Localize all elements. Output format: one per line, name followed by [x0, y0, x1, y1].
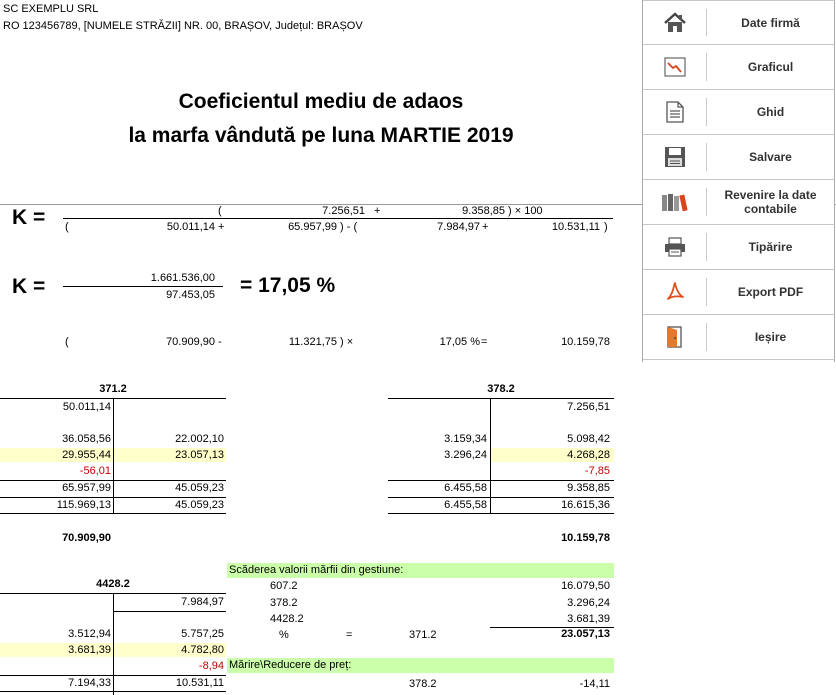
acc4428-credit-2: 5.757,25 — [181, 628, 224, 640]
acc378-debit-5: 6.455,58 — [444, 482, 487, 494]
scadere-value-2: 3.296,24 — [567, 597, 610, 609]
revenire-button[interactable] — [643, 180, 835, 225]
formula1-num-close: ) × 100 — [508, 205, 543, 217]
formula3-times: ) × — [340, 336, 354, 348]
formula1-den-close: ) — [604, 221, 608, 233]
acc4428-debit-5: 7.194,33 — [68, 677, 111, 689]
formula1-num-a: 7.256,51 — [322, 205, 365, 217]
acc378-header: 378.2 — [487, 383, 515, 395]
scadere-acc-1: 607.2 — [270, 580, 298, 592]
acc4428-bottom-line — [0, 691, 226, 692]
formula1-num-open: ( — [218, 205, 222, 217]
iesire-button[interactable] — [643, 315, 835, 360]
formula2-k: K = — [12, 275, 46, 298]
scadere-acc-total: 371.2 — [409, 629, 437, 641]
acc378-credit-5: 9.358,85 — [567, 482, 610, 494]
acc371-debit-5: 65.957,99 — [62, 482, 111, 494]
acc371-debit-1: 50.011,14 — [62, 401, 111, 413]
formula1-k: K = — [12, 206, 46, 229]
revenire-label: Revenire la date contabile — [724, 188, 817, 216]
formula3-result: 10.159,78 — [561, 336, 610, 348]
formula1-num-plus: + — [374, 205, 381, 217]
graficul-label: Graficul — [747, 60, 794, 74]
acc4428-credit-3: 4.782,80 — [181, 644, 224, 656]
formula2-result: = 17,05 % — [240, 274, 336, 297]
acc371-balance: 70.909,90 — [62, 532, 111, 544]
scadere-acc-3: 4428.2 — [270, 613, 304, 625]
document-icon — [643, 90, 706, 134]
company-name: SC EXEMPLU SRL — [3, 3, 99, 15]
scadere-value-3: 3.681,39 — [567, 613, 610, 625]
date-firma-label: Date firmă — [741, 15, 800, 30]
books-icon — [643, 180, 706, 224]
scadere-total: 23.057,13 — [561, 628, 610, 640]
pdf-icon — [643, 270, 706, 314]
acc378-total-line — [388, 497, 614, 498]
acc4428-credit-line — [113, 611, 226, 612]
formula3-eq: = — [481, 336, 488, 348]
page-subtitle: la marfa vândută pe luna MARTIE 2019 — [128, 124, 514, 147]
formula2-fraction-bar — [63, 286, 223, 287]
acc378-balance: 10.159,78 — [561, 532, 610, 544]
acc4428-debit-2: 3.512,94 — [68, 628, 111, 640]
formula1-den-plus1: + — [218, 221, 225, 233]
formula1-fraction-bar — [63, 218, 613, 219]
acc4428-header: 4428.2 — [96, 578, 130, 590]
formula3-a: 70.909,90 — [166, 336, 215, 348]
marire-value: -14,11 — [579, 678, 610, 690]
export-pdf-label: Export PDF — [737, 285, 804, 299]
acc378-top-line — [388, 398, 614, 399]
acc371-credit-5: 45.059,23 — [175, 482, 224, 494]
formula3-open: ( — [65, 336, 69, 348]
acc4428-sum-line — [0, 675, 226, 676]
acc371-debit-6: 115.969,13 — [56, 499, 111, 511]
formula2-numerator: 1.661.536,00 — [150, 272, 215, 284]
acc371-debit-4: -56,01 — [79, 465, 111, 477]
acc4428-credit-5: 10.531,11 — [175, 677, 224, 689]
formula1-den-mid: ) - ( — [340, 221, 358, 233]
salvare-button[interactable] — [643, 135, 835, 180]
tiparire-button[interactable] — [643, 225, 835, 270]
date-firma-button[interactable] — [643, 0, 835, 45]
marire-header: Mărire\Reducere de preț: — [229, 659, 352, 671]
tiparire-label: Tipărire — [748, 240, 793, 254]
acc371-header: 371.2 — [99, 383, 127, 395]
scadere-pct: % — [279, 629, 289, 641]
formula1-den-open: ( — [65, 221, 69, 233]
salvare-label: Salvare — [749, 150, 792, 164]
acc371-debit-2: 36.058,56 — [62, 433, 111, 445]
acc378-credit-1: 7.256,51 — [567, 401, 610, 413]
formula1-num-b: 9.358,85 — [462, 205, 505, 217]
acc378-credit-6: 16.615,36 — [561, 499, 610, 511]
printer-icon — [643, 225, 706, 269]
acc371-bottom-line — [0, 513, 226, 514]
formula3-pct: 17,05 % — [439, 336, 480, 348]
acc378-debit-6: 6.455,58 — [444, 499, 487, 511]
side-panel — [642, 0, 835, 362]
acc378-sum-line — [388, 480, 614, 481]
save-icon — [643, 135, 706, 179]
acc378-credit-4: -7,85 — [584, 465, 610, 477]
scadere-header: Scăderea valorii mărfii din gestiune: — [229, 564, 404, 576]
marire-acc: 378.2 — [409, 678, 437, 690]
home-icon — [643, 1, 706, 44]
company-address: RO 123456789, [NUMELE STRĂZII] NR. 00, BRAȘOV, Județul: BRAȘOV — [3, 20, 363, 32]
chart-icon — [643, 45, 706, 89]
acc4428-debit-3: 3.681,39 — [68, 644, 111, 656]
formula3-b: 11.321,75 — [288, 336, 337, 348]
acc378-credit-3: 4.268,28 — [567, 449, 610, 461]
acc371-debit-3: 29.955,44 — [62, 449, 111, 461]
ghid-label: Ghid — [756, 105, 785, 119]
acc4428-credit-4: -8,94 — [198, 660, 224, 672]
acc371-total-line — [0, 497, 226, 498]
formula1-den-b: 65.957,99 — [288, 221, 337, 233]
exit-door-icon — [643, 315, 706, 359]
formula1-den-d: 10.531,11 — [551, 221, 600, 233]
formula1-den-c: 7.984,97 — [437, 221, 480, 233]
scadere-value-1: 16.079,50 — [561, 580, 610, 592]
acc4428-credit-1: 7.984,97 — [181, 596, 224, 608]
acc371-sum-line — [0, 480, 226, 481]
iesire-label: Ieșire — [754, 330, 787, 344]
acc378-debit-3: 3.296,24 — [444, 449, 487, 461]
formula2-denominator: 97.453,05 — [166, 289, 215, 301]
scadere-eq: = — [346, 629, 353, 641]
formula3-minus: - — [218, 336, 222, 348]
export-pdf-button[interactable] — [643, 270, 835, 315]
acc371-credit-6: 45.059,23 — [175, 499, 224, 511]
formula1-den-a: 50.011,14 — [166, 221, 215, 233]
ghid-button[interactable] — [643, 90, 835, 135]
graficul-button[interactable] — [643, 45, 835, 90]
formula1-den-plus2: + — [482, 221, 489, 233]
acc378-bottom-line — [388, 513, 614, 514]
acc371-credit-2: 22.002,10 — [175, 433, 224, 445]
acc378-debit-2: 3.159,34 — [444, 433, 487, 445]
page-title: Coeficientul mediu de adaos — [178, 90, 464, 113]
acc378-credit-2: 5.098,42 — [567, 433, 610, 445]
acc371-credit-3: 23.057,13 — [175, 449, 224, 461]
scadere-acc-2: 378.2 — [270, 597, 298, 609]
